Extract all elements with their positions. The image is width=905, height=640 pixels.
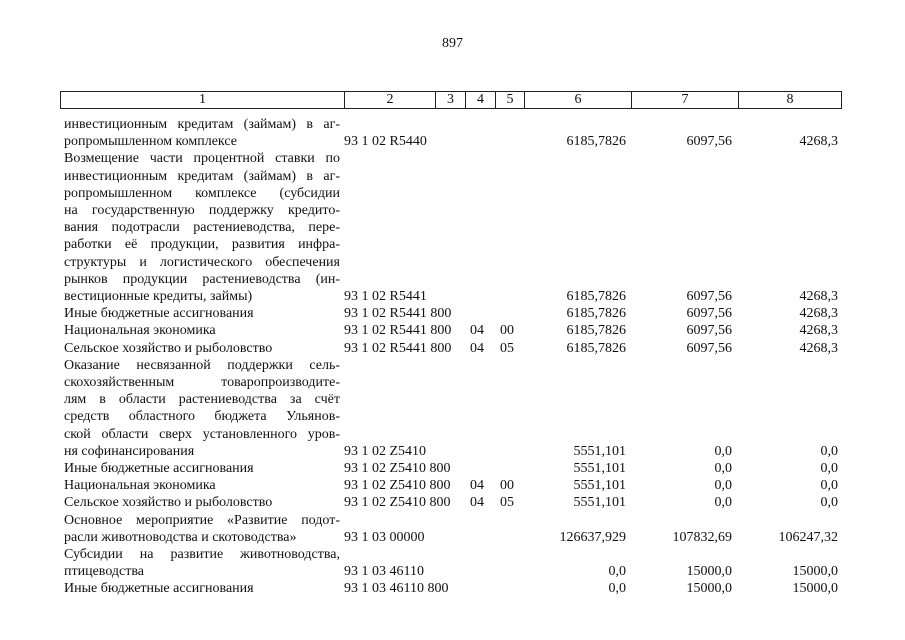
- row-value-col7: 0,0: [714, 443, 732, 459]
- row-section: 04: [470, 478, 484, 494]
- row-code: 93 1 02 R5441 800: [344, 306, 452, 322]
- header-col-4: 4: [465, 92, 495, 108]
- row-name-line: средств областного бюджета Ульянов-: [64, 409, 340, 425]
- row-name: [64, 512, 340, 546]
- row-name: [64, 546, 340, 580]
- row-value-col8: 4268,3: [799, 134, 838, 150]
- row-name-line: лям в области растениеводства за счёт: [64, 392, 340, 408]
- row-value-col8: 4268,3: [799, 340, 838, 356]
- table-row: [0, 150, 905, 305]
- table-row: [0, 340, 905, 357]
- row-name: [64, 340, 340, 357]
- row-code: 93 1 02 R5441 800: [344, 323, 452, 339]
- row-value-col8: 4268,3: [799, 306, 838, 322]
- header-col-2: 2: [344, 92, 435, 108]
- row-name: [64, 477, 340, 494]
- row-value-col8: 4268,3: [799, 288, 838, 304]
- row-code: 93 1 02 R5440: [344, 134, 427, 150]
- row-subsection: 00: [500, 323, 514, 339]
- row-name-line: Иные бюджетные ассигнования: [64, 306, 254, 322]
- row-name-line: Основное мероприятие «Развитие подот-: [64, 512, 340, 528]
- row-code: 93 1 03 00000: [344, 529, 425, 545]
- row-name-line: Сельское хозяйство и рыболовство: [64, 340, 273, 356]
- row-value-col7: 6097,56: [686, 306, 732, 322]
- row-name-line: птицеводства: [64, 564, 145, 580]
- row-value-col6: 0,0: [608, 581, 626, 597]
- table-row: [0, 477, 905, 494]
- row-value-col6: 6185,7826: [566, 288, 626, 304]
- page-number: 897: [442, 36, 463, 51]
- row-value-col8: 106247,32: [778, 529, 838, 545]
- row-value-col6: 6185,7826: [566, 306, 626, 322]
- row-code: 93 1 02 R5441: [344, 288, 427, 304]
- row-value-col8: 0,0: [820, 460, 838, 476]
- row-section: 04: [470, 340, 484, 356]
- row-value-col6: 0,0: [608, 564, 626, 580]
- row-name: [64, 305, 340, 322]
- row-code: 93 1 02 Z5410 800: [344, 478, 451, 494]
- row-value-col6: 6185,7826: [566, 134, 626, 150]
- row-name: [64, 580, 340, 597]
- row-value-col8: 15000,0: [792, 581, 838, 597]
- row-name-line: Национальная экономика: [64, 323, 216, 339]
- row-name: [64, 116, 340, 150]
- row-name-line: скохозяйственным товаропроизводите-: [64, 374, 340, 390]
- row-value-col6: 6185,7826: [566, 340, 626, 356]
- row-name: [64, 357, 340, 460]
- table-row: [0, 357, 905, 460]
- table-row: [0, 460, 905, 477]
- row-name-line: ня софинансирования: [64, 443, 195, 459]
- row-value-col6: 5551,101: [573, 478, 626, 494]
- row-name-line: ропромышленном комплексе: [64, 134, 237, 150]
- row-name: [64, 322, 340, 339]
- row-subsection: 05: [500, 340, 514, 356]
- row-code: 93 1 02 Z5410: [344, 443, 427, 459]
- header-col-8: 8: [738, 92, 841, 108]
- table-row: [0, 546, 905, 580]
- row-value-col7: 6097,56: [686, 288, 732, 304]
- row-name: [64, 150, 340, 305]
- row-value-col7: 15000,0: [686, 564, 732, 580]
- row-name-line: структуры и логистического обеспечения: [64, 254, 340, 270]
- row-code: 93 1 02 Z5410 800: [344, 495, 451, 511]
- row-code: 93 1 03 46110: [344, 564, 424, 580]
- table-row: [0, 322, 905, 339]
- row-value-col7: 15000,0: [686, 581, 732, 597]
- row-value-col7: 6097,56: [686, 323, 732, 339]
- row-value-col7: 0,0: [714, 495, 732, 511]
- row-value-col8: 15000,0: [792, 564, 838, 580]
- row-name-line: инвестиционным кредитам (займам) в аг-: [64, 168, 340, 184]
- table-row: [0, 305, 905, 322]
- table-body: [0, 116, 905, 597]
- row-value-col6: 5551,101: [573, 495, 626, 511]
- row-name-line: Национальная экономика: [64, 478, 216, 494]
- row-name-line: инвестиционным кредитам (займам) в аг-: [64, 117, 340, 132]
- row-section: 04: [470, 495, 484, 511]
- row-value-col8: 0,0: [820, 443, 838, 459]
- row-name-line: работки её продукции, развития инфра-: [64, 237, 340, 253]
- table-row: [0, 512, 905, 546]
- row-value-col7: 0,0: [714, 478, 732, 494]
- row-value-col8: 0,0: [820, 495, 838, 511]
- row-subsection: 00: [500, 478, 514, 494]
- row-code: 93 1 02 Z5410 800: [344, 460, 451, 476]
- row-name-line: вания подотрасли растениеводства, пере-: [64, 220, 340, 236]
- row-value-col6: 6185,7826: [566, 323, 626, 339]
- table-row: [0, 116, 905, 150]
- row-name-line: на государственную поддержку кредито-: [64, 203, 340, 218]
- table-row: [0, 494, 905, 511]
- row-value-col6: 5551,101: [573, 443, 626, 459]
- row-subsection: 05: [500, 495, 514, 511]
- row-section: 04: [470, 323, 484, 339]
- row-value-col6: 126637,929: [559, 529, 626, 545]
- row-name-line: Возмещение части процентной ставки по: [64, 151, 340, 167]
- header-col-5: 5: [495, 92, 524, 108]
- row-name-line: Сельское хозяйство и рыболовство: [64, 495, 273, 511]
- row-name-line: Иные бюджетные ассигнования: [64, 460, 254, 476]
- row-name-line: вестиционные кредиты, займы): [64, 289, 253, 305]
- header-col-7: 7: [631, 92, 738, 108]
- row-name-line: рынков продукции растениеводства (ин-: [64, 271, 340, 287]
- row-name-line: расли животноводства и скотоводства»: [64, 529, 297, 545]
- row-value-col7: 6097,56: [686, 134, 732, 150]
- row-value-col7: 0,0: [714, 460, 732, 476]
- table-row: [0, 580, 905, 597]
- header-col-3: 3: [435, 92, 465, 108]
- row-value-col8: 0,0: [820, 478, 838, 494]
- row-name-line: ской области сверх установленного уров-: [64, 426, 340, 442]
- row-code: 93 1 03 46110 800: [344, 581, 449, 597]
- row-code: 93 1 02 R5441 800: [344, 340, 452, 356]
- row-value-col7: 107832,69: [672, 529, 732, 545]
- table-header: [60, 91, 842, 109]
- row-name-line: ропромышленном комплексе (субсидии: [64, 185, 340, 201]
- row-name-line: Субсидии на развитие животноводства,: [64, 546, 340, 562]
- row-value-col8: 4268,3: [799, 323, 838, 339]
- row-name: [64, 460, 340, 477]
- row-value-col6: 5551,101: [573, 460, 626, 476]
- row-value-col7: 6097,56: [686, 340, 732, 356]
- row-name-line: Оказание несвязанной поддержки сель-: [64, 357, 340, 373]
- row-name: [64, 494, 340, 511]
- header-col-1: 1: [199, 92, 206, 107]
- header-col-6: 6: [524, 92, 631, 108]
- row-name-line: Иные бюджетные ассигнования: [64, 581, 254, 597]
